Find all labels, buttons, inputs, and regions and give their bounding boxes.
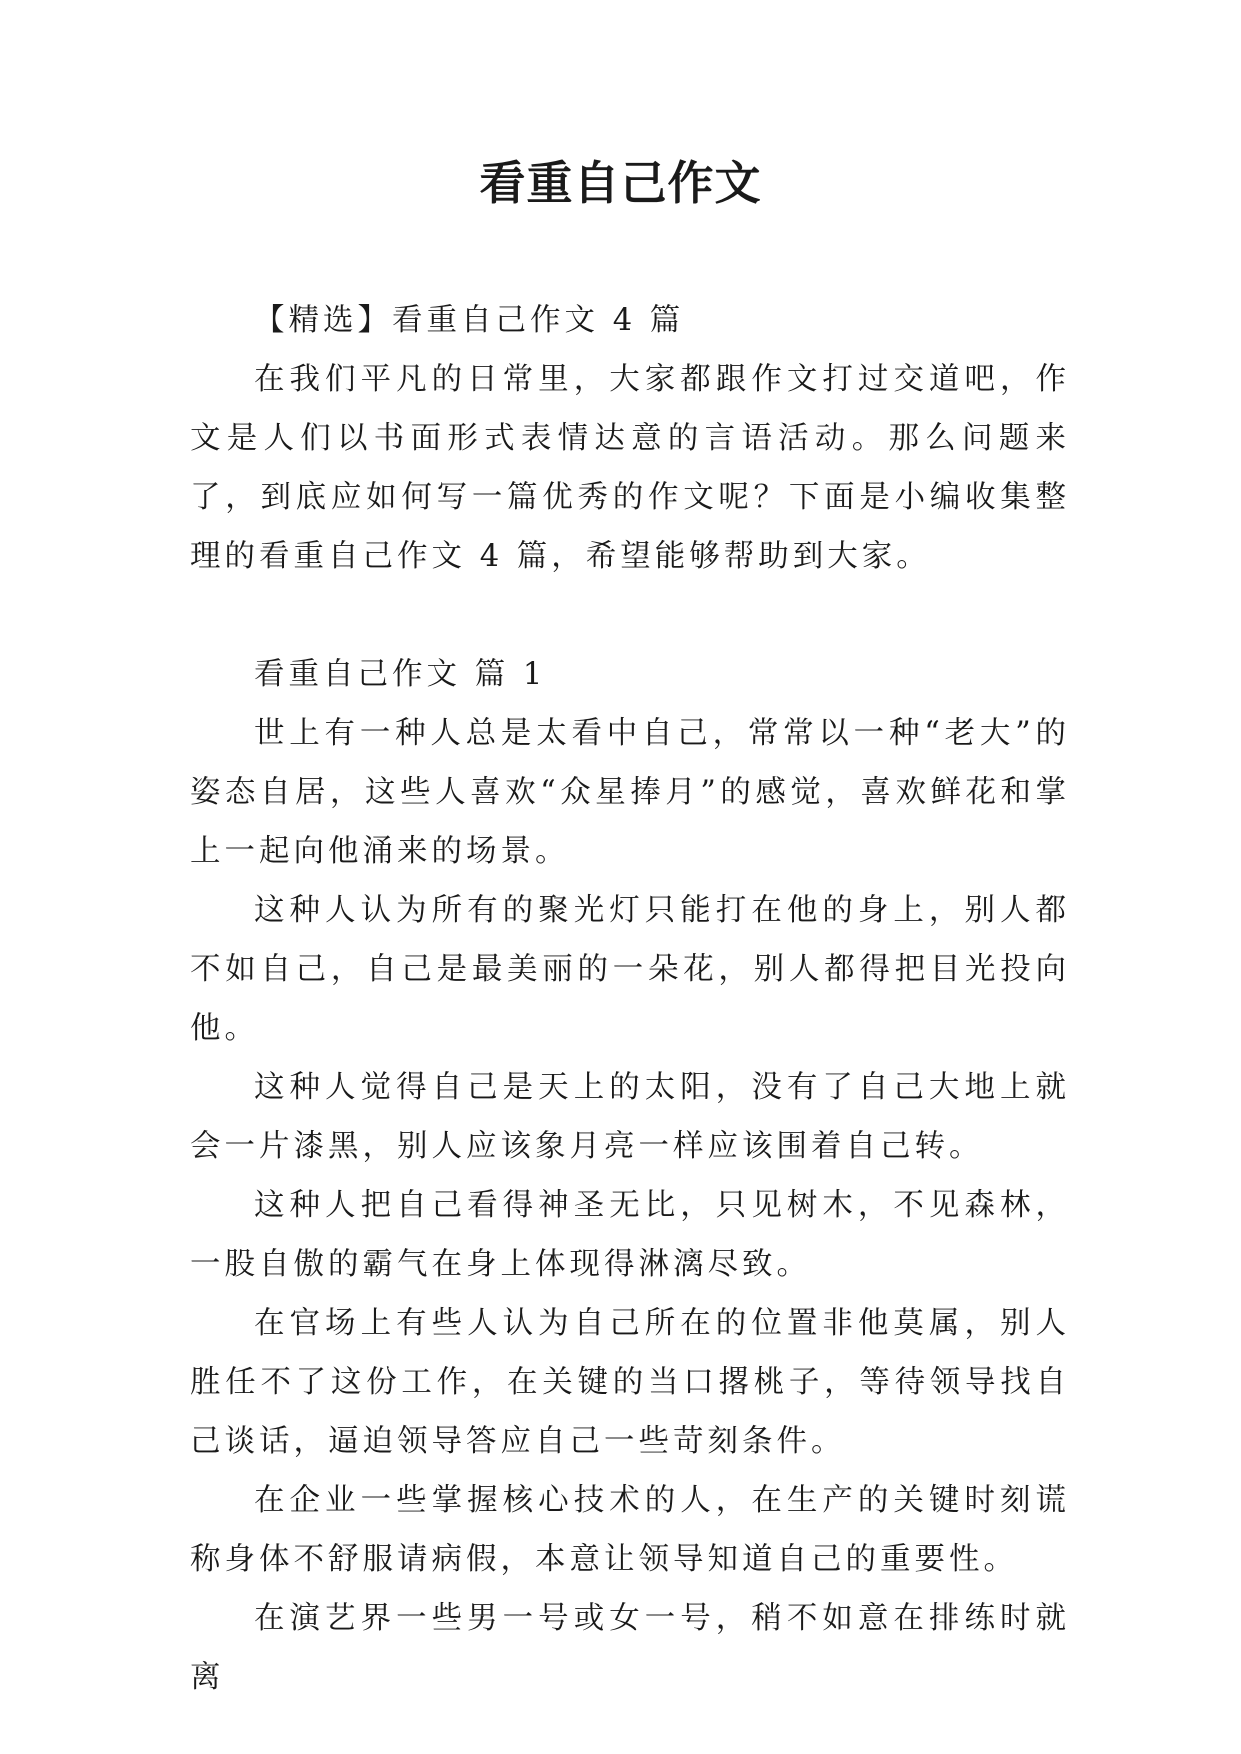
paragraph: 这种人认为所有的聚光灯只能打在他的身上，别人都不如自己，自己是最美丽的一朵花，别人都得把目光投向他。 [190,893,1070,1046]
paragraph: 这种人把自己看得神圣无比，只见树木，不见森林，一股自傲的霸气在身上体现得淋漓尽致。 [190,1188,1070,1282]
intro-label: 【精选】看重自己作文 4 篇 [254,303,685,338]
paragraph: 这种人觉得自己是天上的太阳，没有了自己大地上就会一片漆黑，别人应该象月亮一样应该围着自己转。 [190,1070,1070,1164]
paragraph: 在企业一些掌握核心技术的人，在生产的关键时刻谎称身体不舒服请病假，本意让领导知道自己的重要性。 [190,1483,1070,1577]
section-heading: 看重自己作文 篇 1 [254,657,547,692]
document-body [190,291,1070,1707]
intro-paragraph: 在我们平凡的日常里，大家都跟作文打过交道吧，作文是人们以书面形式表情达意的言语活动。那么问题来了，到底应如何写一篇优秀的作文呢？下面是小编收集整理的看重自己作文 4 篇，希望能够帮助到大家。 [190,362,1070,574]
document-title: 看重自己作文 [479,156,762,210]
paragraph: 在演艺界一些男一号或女一号，稍不如意在排练时就离 [190,1601,1070,1695]
section-spacer [190,586,1070,645]
paragraph: 世上有一种人总是太看中自己，常常以一种“老大”的姿态自居，这些人喜欢“众星捧月”的感觉，喜欢鲜花和掌上一起向他涌来的场景。 [190,716,1070,869]
paragraph: 在官场上有些人认为自己所在的位置非他莫属，别人胜任不了这份工作，在关键的当口撂桃子，等待领导找自己谈话，逼迫领导答应自己一些苛刻条件。 [190,1306,1070,1459]
